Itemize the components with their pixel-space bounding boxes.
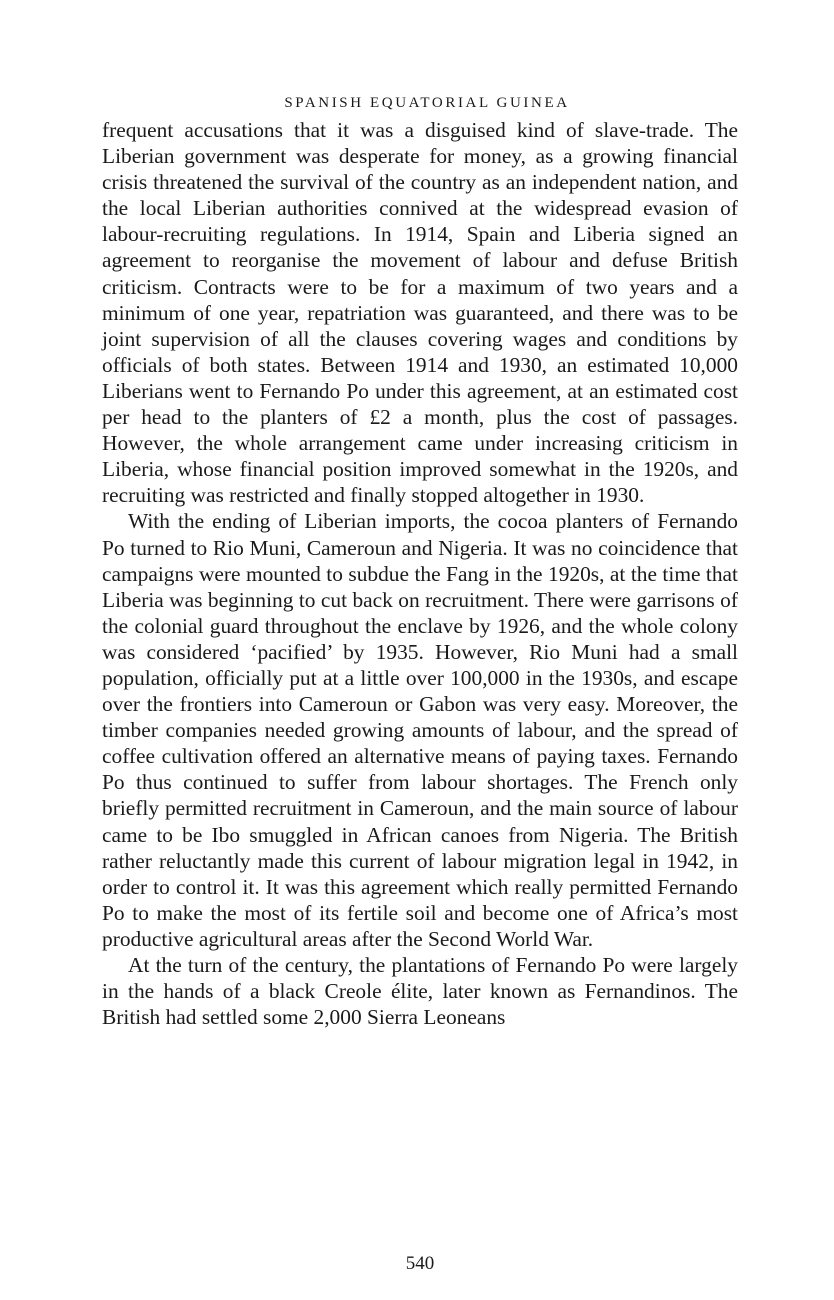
paragraph-2: With the ending of Liberian imports, the cocoa planters of Fernando Po turned to Rio Muni, Cameroun and Nigeria. It was no coincidence that campaigns were mounted to subdue the Fang in the 1920s, at the time that Liberia was beginning to cut back on recruitment. There were garrisons of the colonial guard throughout the enclave by 1926, and the whole colony was considered ‘pacified’ by 1935. However, Rio Muni had a small population, officially put at a little over 100,000 in the 1930s, and escape over the frontiers into Cameroun or Gabon was very easy. Moreover, the timber companies needed growing amounts of labour, and the spread of coffee cultivation offered an alternative means of paying taxes. Fernando Po thus continued to suffer from labour shortages. The French only briefly permitted recruitment in Cameroun, and the main source of labour came to be Ibo smuggled in African canoes from Nigeria. The British rather reluctantly made this current of labour migration legal in 1942, in order to control it. It was this agreement which really permitted Fernando Po to make the most of its fertile soil and become one of Africa’s most productive agricultural areas after the Second World War. xyxy=(102,509,738,951)
body-text xyxy=(102,117,738,1030)
book-page xyxy=(102,92,738,1030)
paragraph-3: At the turn of the century, the plantations of Fernando Po were largely in the hands of a black Creole élite, later known as Fernandinos. The British had settled some 2,000 Sierra Leoneans xyxy=(102,953,738,1030)
running-head: SPANISH EQUATORIAL GUINEA xyxy=(284,95,570,111)
paragraph-1: frequent accusations that it was a disguised kind of slave-trade. The Liberian government was desperate for money, as a growing financial crisis threatened the survival of the country as an independent nation, and the local Liberian authorities connived at the widespread evasion of labour-recruiting regulations. In 1914, Spain and Liberia signed an agreement to reorganise the movement of labour and defuse British criticism. Contracts were to be for a maximum of two years and a minimum of one year, repatriation was guaranteed, and there was to be joint supervision of all the clauses covering wages and conditions by officials of both states. Between 1914 and 1930, an estimated 10,000 Liberians went to Fernando Po under this agreement, at an estimated cost per head to the planters of £2 a month, plus the cost of passages. However, the whole arrangement came under increasing criticism in Liberia, whose financial position improved somewhat in the 1920s, and recruiting was restricted and finally stopped altogether in 1930. xyxy=(102,118,738,508)
page-number: 540 xyxy=(405,1253,435,1274)
